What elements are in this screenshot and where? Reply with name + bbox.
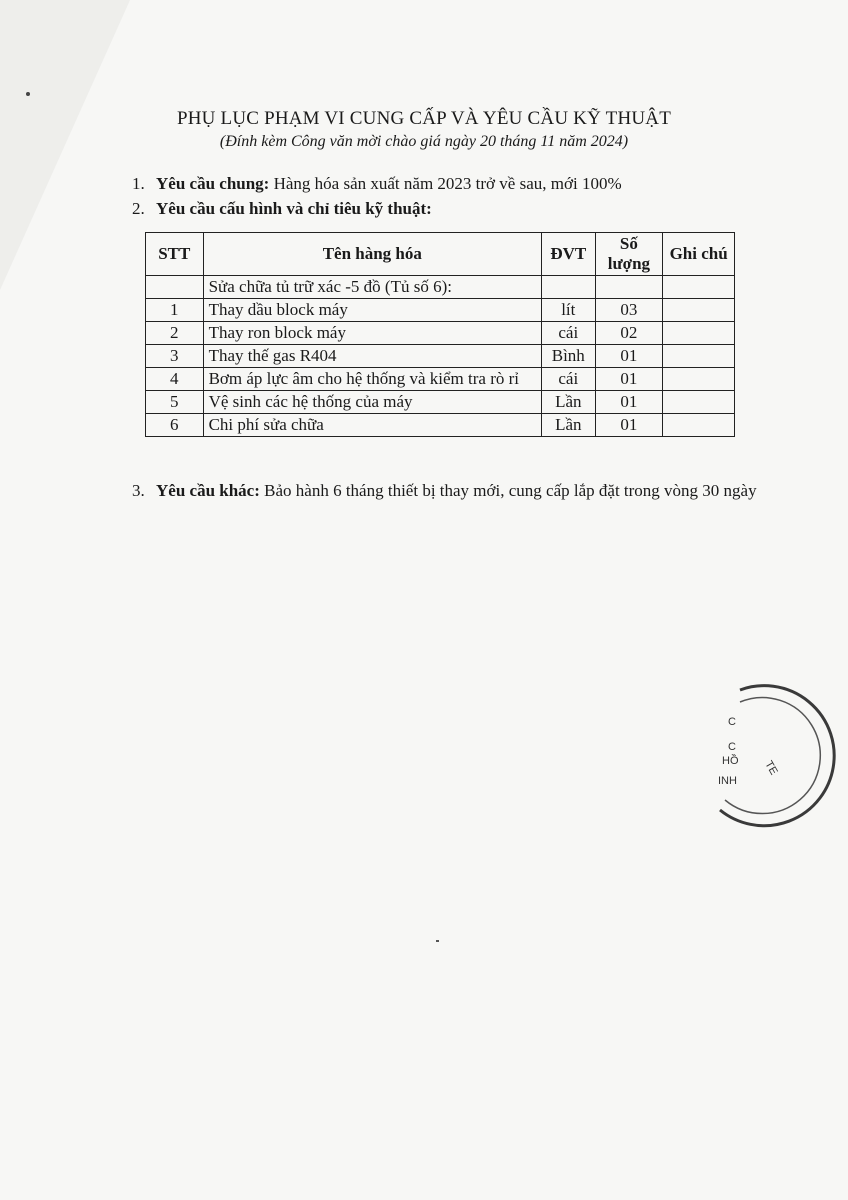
requirement-label: Yêu cầu cấu hình và chỉ tiêu kỹ thuật: — [156, 199, 432, 218]
requirement-other — [132, 479, 782, 502]
cell-quantity: 02 — [595, 322, 663, 345]
cell-stt: 5 — [146, 391, 204, 414]
cell-unit: Bình — [542, 345, 596, 368]
cell-unit: cái — [542, 368, 596, 391]
cell-name: Thay thế gas R404 — [203, 345, 541, 368]
header-note: Ghi chú — [663, 233, 735, 276]
stamp-text: HỒ — [722, 755, 739, 767]
cell-unit: Lần — [542, 391, 596, 414]
cell-stt: 2 — [146, 322, 204, 345]
cell-quantity: 03 — [595, 299, 663, 322]
table-row — [146, 391, 735, 414]
table-row — [146, 299, 735, 322]
requirement-label: Yêu cầu chung: — [156, 174, 270, 193]
table-row — [146, 414, 735, 437]
header-quantity: Số lượng — [595, 233, 663, 276]
scan-speck — [436, 940, 439, 942]
document-title: PHỤ LỤC PHẠM VI CUNG CẤP VÀ YÊU CẦU KỸ THUẬT — [176, 108, 672, 129]
document-subtitle: (Đính kèm Công văn mời chào giá ngày 20 tháng 11 năm 2024) — [219, 133, 629, 150]
header-name: Tên hàng hóa — [203, 233, 541, 276]
cell-note — [663, 322, 735, 345]
table-row — [146, 368, 735, 391]
cell-name: Thay ron block máy — [203, 322, 541, 345]
cell-note — [663, 414, 735, 437]
requirement-text: Bảo hành 6 tháng thiết bị thay mới, cung cấp lắp đặt trong vòng 30 ngày — [259, 481, 757, 500]
requirement-number: 3. — [132, 481, 145, 500]
specification-table — [145, 232, 735, 437]
requirement-label: Yêu cầu khác: — [156, 481, 260, 500]
scan-speck — [26, 92, 30, 96]
group-label: Sửa chữa tủ trữ xác -5 đồ (Tủ số 6): — [203, 276, 541, 299]
header-stt: STT — [146, 233, 204, 276]
table-row — [146, 345, 735, 368]
requirement-config — [132, 198, 432, 220]
cell-name: Bơm áp lực âm cho hệ thống và kiểm tra rò rỉ — [203, 368, 541, 391]
cell-unit: cái — [542, 322, 596, 345]
requirement-general — [132, 173, 622, 195]
table-header-row — [146, 233, 735, 276]
cell-name: Thay dầu block máy — [203, 299, 541, 322]
cell-quantity: 01 — [595, 345, 663, 368]
cell-quantity: 01 — [595, 368, 663, 391]
requirement-number: 1. — [132, 174, 145, 193]
cell-name: Chi phí sửa chữa — [203, 414, 541, 437]
cell-note — [663, 368, 735, 391]
cell-note — [663, 391, 735, 414]
cell-note — [663, 299, 735, 322]
header-unit: ĐVT — [542, 233, 596, 276]
cell-unit: lít — [542, 299, 596, 322]
cell-name: Vệ sinh các hệ thống của máy — [203, 391, 541, 414]
cell-quantity: 01 — [595, 391, 663, 414]
cell-quantity: 01 — [595, 414, 663, 437]
requirement-text: Hàng hóa sản xuất năm 2023 trở về sau, mới 100% — [269, 174, 622, 193]
table-group-row — [146, 276, 735, 299]
cell-stt: 1 — [146, 299, 204, 322]
stamp-text: C — [728, 741, 736, 753]
cell-stt: 4 — [146, 368, 204, 391]
requirement-number: 2. — [132, 199, 145, 218]
cell-unit: Lần — [542, 414, 596, 437]
table-row — [146, 322, 735, 345]
stamp-text: TE — [762, 758, 780, 778]
cell-note — [663, 345, 735, 368]
stamp-text: INH — [718, 775, 737, 787]
cell-stt: 6 — [146, 414, 204, 437]
cell-stt: 3 — [146, 345, 204, 368]
stamp-text: C — [728, 716, 736, 728]
